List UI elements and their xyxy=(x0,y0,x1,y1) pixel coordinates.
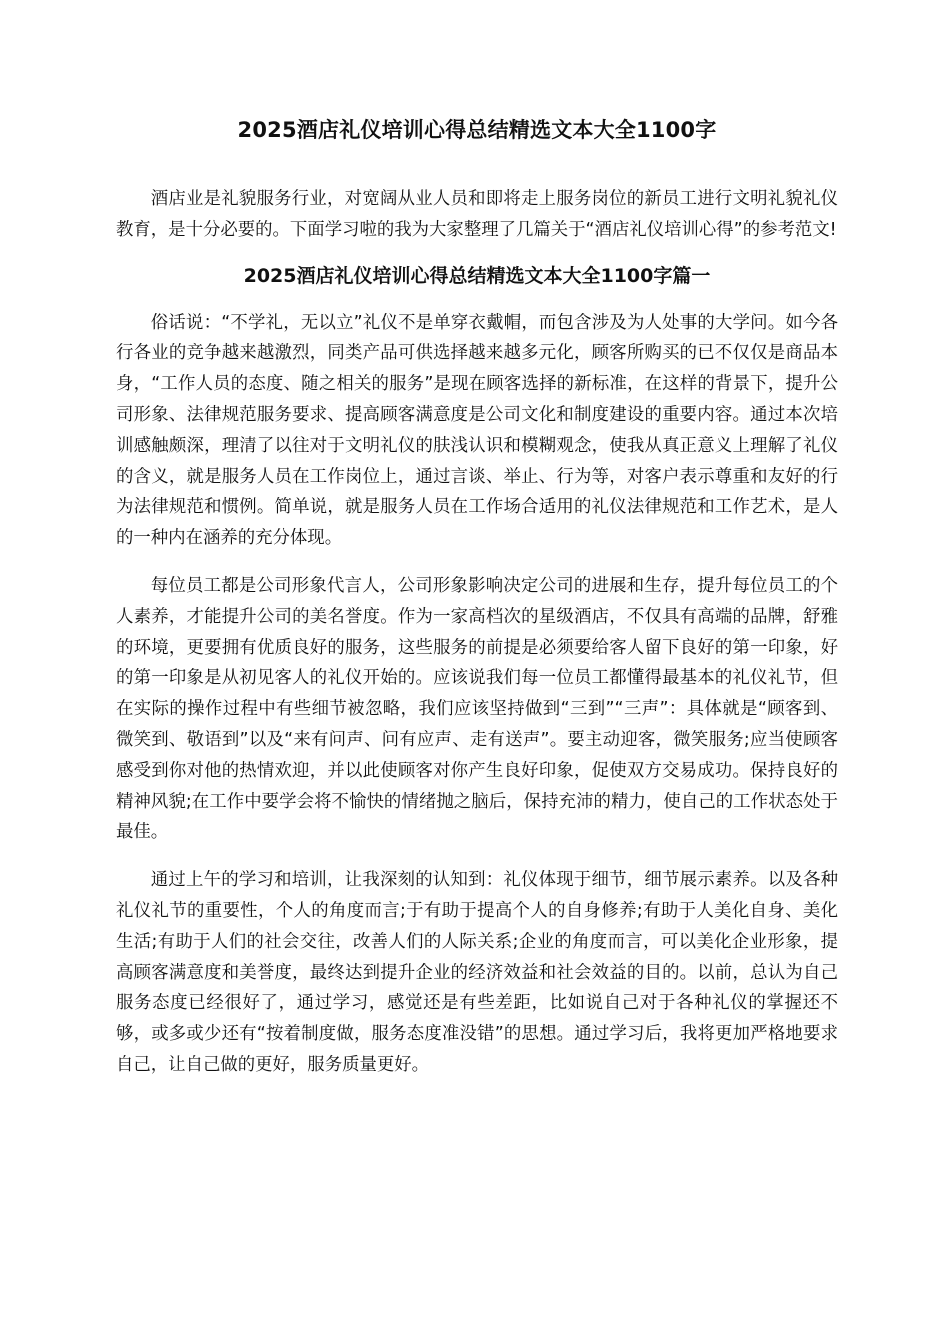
spacer xyxy=(116,148,838,184)
spacer xyxy=(116,292,838,308)
section-title: 2025酒店礼仪培训心得总结精选文本大全1100字篇一 xyxy=(243,264,711,287)
body-paragraph-2: 每位员工都是公司形象代言人，公司形象影响决定公司的进展和生存，提升每位员工的个人素养，才能提升公司的美名誉度。作为一家高档次的星级酒店，不仅具有高端的品牌，舒雅的环境，更要拥有优质良好的服务，这些服务的前提是必须要给客人留下良好的第一印象，好的第一印象是从初见客人的礼仪开始的。应该说我们每一位员工都懂得最基本的礼仪礼节，但在实际的操作过程中有些细节被忽略，我们应该坚持做到“三到”“三声”：具体就是“顾客到、微笑到、敬语到”以及“来有问声、问有应声、走有送声”。要主动迎客，微笑服务;应当使顾客感受到你对他的热情欢迎，并以此使顾客对你产生良好印象，促使双方交易成功。保持良好的精神风貌;在工作中要学会将不愉快的情绪抛之脑后，保持充沛的精力，使自己的工作状态处于最佳。 xyxy=(116,575,838,843)
document-page xyxy=(116,112,838,1081)
body-paragraph-1: 俗话说：“不学礼，无以立”礼仪不是单穿衣戴帽，而包含涉及为人处事的大学问。如今各行各业的竞争越来越激烈，同类产品可供选择越来越多元化，顾客所购买的已不仅仅是商品本身，“工作人员的态度、随之相关的服务”是现在顾客选择的新标准，在这样的背景下，提升公司形象、法律规范服务要求、提高顾客满意度是公司文化和制度建设的重要内容。通过本次培训感触颇深，理清了以往对于文明礼仪的肤浅认识和模糊观念，使我从真正意义上理解了礼仪的含义，就是服务人员在工作岗位上，通过言谈、举止、行为等，对客户表示尊重和友好的行为法律规范和惯例。简单说，就是服务人员在工作场合适用的礼仪法律规范和工作艺术，是人的一种内在涵养的充分体现。 xyxy=(116,312,838,549)
document-title: 2025酒店礼仪培训心得总结精选文本大全1100字 xyxy=(237,118,717,142)
spacer xyxy=(116,554,838,571)
body-paragraph-3: 通过上午的学习和培训，让我深刻的认知到：礼仪体现于细节，细节展示素养。以及各种礼仪礼节的重要性，个人的角度而言;于有助于提高个人的自身修养;有助于人美化自身、美化生活;有助于人们的社会交往，改善人们的人际关系;企业的角度而言，可以美化企业形象，提高顾客满意度和美誉度，最终达到提升企业的经济效益和社会效益的目的。以前，总认为自己服务态度已经很好了，通过学习，感觉还是有些差距，比如说自己对于各种礼仪的掌握还不够，或多或少还有“按着制度做，服务态度准没错”的思想。通过学习后，我将更加严格地要求自己，让自己做的更好，服务质量更好。 xyxy=(116,870,838,1075)
spacer xyxy=(116,246,838,260)
spacer xyxy=(116,848,838,865)
intro-paragraph: 酒店业是礼貌服务行业，对宽阔从业人员和即将走上服务岗位的新员工进行文明礼貌礼仪教育，是十分必要的。下面学习啦的我为大家整理了几篇关于“酒店礼仪培训心得”的参考范文! xyxy=(116,189,838,240)
